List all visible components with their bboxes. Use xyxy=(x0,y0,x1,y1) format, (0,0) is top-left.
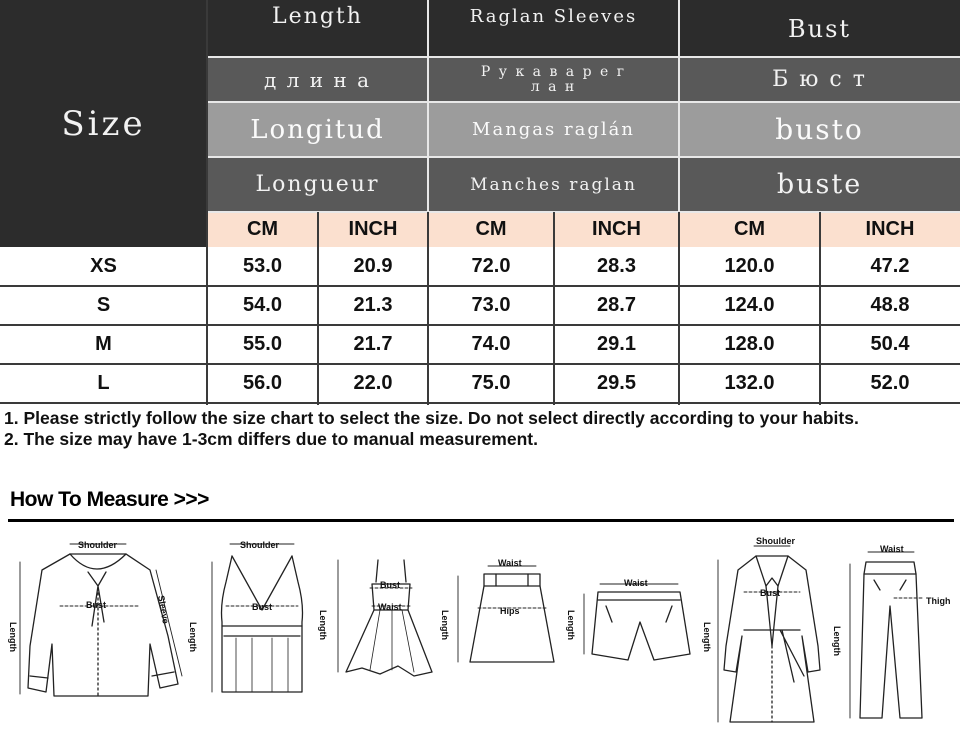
tank-top-illustration xyxy=(188,540,303,692)
trousers-illustration xyxy=(832,544,951,718)
length-title-fr: Longueur xyxy=(207,157,428,212)
column-divider xyxy=(819,212,821,405)
size-value-cell: 56.0 xyxy=(207,364,318,403)
blouse-shoulder-label: Shoulder xyxy=(78,540,118,550)
unit-header-bust-cm: CM xyxy=(679,212,820,247)
header-divider xyxy=(207,101,960,103)
size-label-l: L xyxy=(0,364,207,403)
tank-length-label: Length xyxy=(188,622,198,652)
row-divider xyxy=(0,285,960,287)
shorts-illustration xyxy=(566,578,690,660)
size-value-cell: 55.0 xyxy=(207,325,318,364)
size-value-cell: 53.0 xyxy=(207,247,318,286)
note-1: 1. Please strictly follow the size chart to select the size. Do not select directly according to your habits. xyxy=(4,408,859,428)
size-value-cell: 74.0 xyxy=(428,325,554,364)
size-value-cell: 29.5 xyxy=(554,364,679,403)
row-divider xyxy=(0,402,960,404)
blouse-length-label: Length xyxy=(8,622,18,652)
shorts-length-label: Length xyxy=(566,610,576,640)
skirt-illustration xyxy=(440,558,554,662)
coat-length-label: Length xyxy=(702,622,712,652)
unit-header-sleeves-inch: INCH xyxy=(554,212,679,247)
skirt-hips-label: Hips xyxy=(500,606,520,616)
unit-header-sleeves-cm: CM xyxy=(428,212,554,247)
size-value-cell: 47.2 xyxy=(820,247,960,286)
blouse-illustration xyxy=(8,540,182,696)
slip-dress-illustration xyxy=(318,560,432,676)
size-value-cell: 22.0 xyxy=(318,364,428,403)
column-divider xyxy=(678,212,680,405)
trousers-length-label: Length xyxy=(832,626,842,656)
size-value-cell: 48.8 xyxy=(820,286,960,325)
coat-shoulder-label: Shoulder xyxy=(756,536,796,546)
size-column-header: Size xyxy=(0,0,207,247)
row-divider xyxy=(0,363,960,365)
size-value-cell: 28.3 xyxy=(554,247,679,286)
blouse-sleeve-label: Sleeve xyxy=(156,594,171,625)
blouse-bust-label: Bust xyxy=(86,600,106,610)
unit-header-length-inch: INCH xyxy=(318,212,428,247)
bust-title-en: Bust xyxy=(679,0,960,57)
row-divider xyxy=(0,324,960,326)
column-divider xyxy=(427,212,429,405)
bust-title-fr: buste xyxy=(679,157,960,212)
sleeves-title-fr: Manches raglan xyxy=(428,157,679,212)
size-value-cell: 52.0 xyxy=(820,364,960,403)
size-value-cell: 21.3 xyxy=(318,286,428,325)
measurement-illustrations xyxy=(0,526,960,734)
size-label-xs: XS xyxy=(0,247,207,286)
skirt-length-label: Length xyxy=(440,610,450,640)
trousers-waist-label: Waist xyxy=(880,544,904,554)
column-divider xyxy=(317,212,319,405)
unit-header-length-cm: CM xyxy=(207,212,318,247)
skirt-waist-label: Waist xyxy=(498,558,522,568)
coat-bust-label: Bust xyxy=(760,588,780,598)
length-title-es: Longitud xyxy=(207,102,428,157)
column-divider xyxy=(553,212,555,405)
size-value-cell: 120.0 xyxy=(679,247,820,286)
size-value-cell: 28.7 xyxy=(554,286,679,325)
bust-title-es: busto xyxy=(679,102,960,157)
sleeves-title-ru: Р у к а в а р е г л а н xyxy=(428,57,679,102)
size-value-cell: 124.0 xyxy=(679,286,820,325)
tank-shoulder-label: Shoulder xyxy=(240,540,280,550)
size-value-cell: 20.9 xyxy=(318,247,428,286)
size-value-cell: 132.0 xyxy=(679,364,820,403)
header-divider xyxy=(207,156,960,158)
size-label-m: M xyxy=(0,325,207,364)
header-divider xyxy=(207,211,960,213)
how-to-measure-title: How To Measure >>> xyxy=(10,488,209,511)
size-value-cell: 29.1 xyxy=(554,325,679,364)
column-divider xyxy=(206,0,208,405)
note-2: 2. The size may have 1-3cm differs due to manual measurement. xyxy=(4,428,538,449)
section-rule xyxy=(8,519,954,522)
dress-length-label: Length xyxy=(318,610,328,640)
coat-illustration xyxy=(702,536,820,722)
size-notes xyxy=(4,408,954,449)
unit-header-bust-inch: INCH xyxy=(820,212,960,247)
header-divider xyxy=(207,56,960,58)
bust-title-ru: Б ю с т xyxy=(679,57,960,102)
dress-bust-label: Bust xyxy=(380,580,400,590)
size-value-cell: 21.7 xyxy=(318,325,428,364)
size-value-cell: 50.4 xyxy=(820,325,960,364)
sleeves-title-en: Raglan Sleeves xyxy=(428,0,679,57)
size-label-s: S xyxy=(0,286,207,325)
length-title-ru: д л и н а xyxy=(207,57,428,102)
length-title-en: Length xyxy=(207,0,428,57)
trousers-thigh-label: Thigh xyxy=(926,596,951,606)
shorts-waist-label: Waist xyxy=(624,578,648,588)
size-value-cell: 128.0 xyxy=(679,325,820,364)
size-value-cell: 54.0 xyxy=(207,286,318,325)
size-value-cell: 75.0 xyxy=(428,364,554,403)
dress-waist-label: Waist xyxy=(378,602,402,612)
tank-bust-label: Bust xyxy=(252,602,272,612)
sleeves-title-es: Mangas raglán xyxy=(428,102,679,157)
size-value-cell: 72.0 xyxy=(428,247,554,286)
garment-diagrams xyxy=(0,526,960,734)
size-value-cell: 73.0 xyxy=(428,286,554,325)
